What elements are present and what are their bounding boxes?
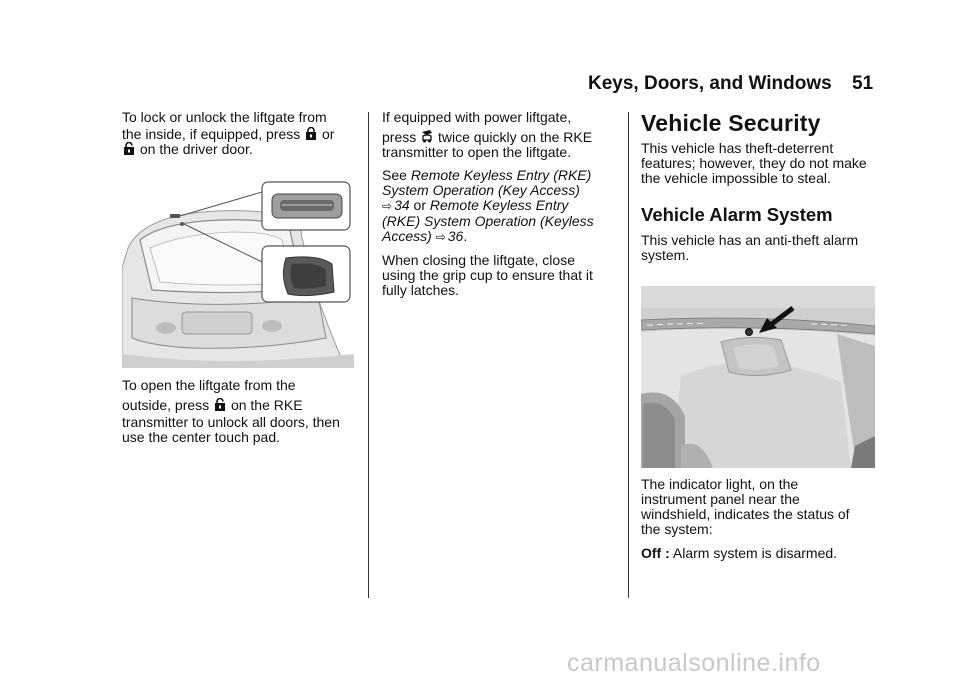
liftgate-illustration (122, 178, 354, 368)
page-number: 51 (852, 73, 874, 94)
status-term: Off : (641, 545, 670, 561)
text-line: system. (641, 247, 690, 263)
text-fragment: twice quickly on the RKE (438, 129, 593, 145)
page-reference[interactable]: 34 (394, 197, 410, 213)
cross-reference-link[interactable]: (RKE) System Operation (Keyless (382, 213, 594, 229)
see-reference-paragraph (382, 168, 614, 245)
power-liftgate-paragraph (382, 110, 614, 160)
text-fragment: See (382, 167, 407, 183)
lock-icon (305, 127, 317, 140)
text-fragment: outside, press (122, 397, 210, 413)
text-fragment: . (463, 228, 468, 244)
section-header-title: Keys, Doors, and Windows (588, 73, 832, 94)
text-line: instrument panel near the (641, 491, 800, 507)
cross-reference-link[interactable]: Remote Keyless Entry (RKE) (410, 167, 592, 183)
text-line: If equipped with power liftgate, (382, 109, 572, 125)
unlock-icon (123, 142, 135, 155)
text-line: When closing the liftgate, close (382, 252, 575, 268)
text-line: fully latches. (382, 282, 460, 298)
text-fragment: or (413, 197, 426, 213)
text-line: To lock or unlock the liftgate from (122, 109, 327, 125)
page-reference-icon: ⇨ (435, 230, 446, 244)
text-line: The indicator light, on the (641, 476, 799, 492)
lock-liftgate-paragraph (122, 110, 354, 157)
page-reference-icon: ⇨ (382, 199, 393, 213)
alarm-intro-paragraph (641, 233, 876, 263)
text-fragment: on the driver door. (139, 141, 253, 157)
watermark: carmanualsonline.info (567, 649, 821, 677)
text-line: windshield, indicates the status of (641, 506, 850, 522)
column-divider-1 (368, 112, 369, 598)
text-fragment: press (382, 129, 417, 145)
cross-reference-link[interactable]: Access) (382, 228, 432, 244)
subsection-heading: Vehicle Alarm System (641, 204, 833, 225)
text-line: This vehicle has an anti-theft alarm (641, 232, 859, 248)
text-fragment: on the RKE (230, 397, 303, 413)
section-heading: Vehicle Security (641, 110, 821, 136)
text-line: using the grip cup to ensure that it (382, 267, 593, 283)
open-liftgate-paragraph (122, 378, 354, 445)
off-status-item (641, 546, 876, 561)
text-fragment: or (322, 126, 335, 142)
liftgate-icon (421, 130, 433, 143)
indicator-description-paragraph (641, 477, 876, 537)
column-divider-2 (628, 112, 629, 598)
text-line: transmitter to unlock all doors, then (122, 414, 340, 430)
text-line: To open the liftgate from the (122, 377, 296, 393)
unlock-icon (214, 398, 226, 411)
text-line: use the center touch pad. (122, 429, 280, 445)
security-intro-paragraph (641, 141, 876, 186)
alarm-indicator-illustration (641, 286, 875, 468)
text-line: transmitter to open the liftgate. (382, 144, 572, 160)
column-2 (382, 110, 614, 306)
page-reference[interactable]: 36 (447, 228, 464, 244)
cross-reference-link[interactable]: System Operation (Key Access) (382, 182, 580, 198)
column-1 (122, 110, 354, 165)
closing-liftgate-paragraph (382, 253, 614, 298)
text-line: This vehicle has theft-deterrent (641, 140, 834, 156)
text-line: the system: (641, 521, 713, 537)
cross-reference-link[interactable]: Remote Keyless Entry (429, 197, 569, 213)
text-line: the vehicle impossible to steal. (641, 170, 831, 186)
text-line: features; however, they do not make (641, 155, 867, 171)
status-description: Alarm system is disarmed. (672, 545, 838, 561)
text-fragment: the inside, if equipped, press (122, 126, 301, 142)
